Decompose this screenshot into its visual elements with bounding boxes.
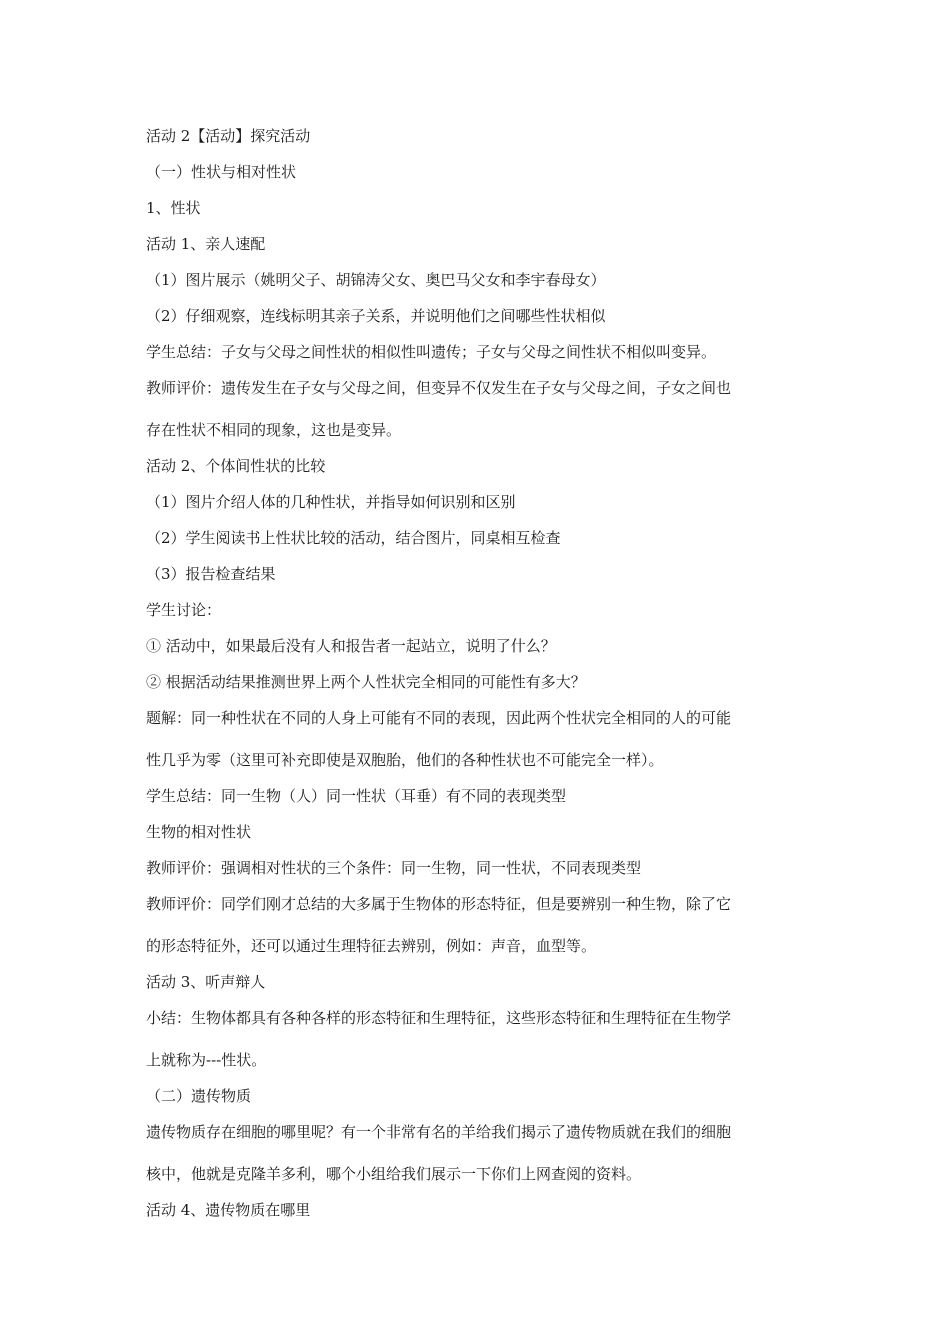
paragraph [146,564,816,584]
question-item [146,672,816,692]
activity-heading [146,1200,816,1220]
paragraph [146,1008,816,1070]
paragraph [146,528,816,548]
paragraph [146,894,816,956]
text-line: 生物的相对性状 [146,823,252,841]
activity-heading [146,456,816,476]
text-line: 活动 1、亲人速配 [146,235,266,253]
text-line: 遗传物质存在细胞的哪里呢？有一个非常有名的羊给我们揭示了遗传物质就在我们的细胞 [146,1123,732,1141]
question-item [146,636,816,656]
text-line: 学生总结：同一生物（人）同一性状（耳垂）有不同的表现类型 [146,787,567,805]
text-line: 活动 4、遗传物质在哪里 [146,1201,311,1219]
text-line: （1）图片介绍人体的几种性状，并指导如何识别和区别 [146,493,516,511]
text-line: 1、性状 [146,199,201,217]
paragraph [146,1122,816,1184]
text-line: （二）遗传物质 [146,1087,252,1105]
section-heading [146,1086,816,1106]
text-line: 学生总结：子女与父母之间性状的相似性叫遗传；子女与父母之间性状不相似叫变异。 [146,343,717,361]
activity-heading [146,234,816,254]
text-line: 小结：生物体都具有各种各样的形态特征和生理特征，这些形态特征和生理特征在生物学 [146,1009,732,1027]
text-line: （2）学生阅读书上性状比较的活动，结合图片，同桌相互检查 [146,529,561,547]
text-line: 存在性状不相同的现象，这也是变异。 [146,421,402,439]
text-line: ① 活动中，如果最后没有人和报告者一起站立，说明了什么？ [146,637,556,655]
text-line: 核中，他就是克隆羊多利，哪个小组给我们展示一下你们上网查阅的资料。 [146,1165,642,1183]
section-heading [146,162,816,182]
text-line: 教师评价：遗传发生在子女与父母之间，但变异不仅发生在子女与父母之间，子女之间也 [146,379,732,397]
subsection-heading [146,198,816,218]
activity-heading [146,972,816,992]
text-line: 教师评价：强调相对性状的三个条件：同一生物，同一性状，不同表现类型 [146,859,642,877]
text-line: （3）报告检查结果 [146,565,276,583]
text-line: 活动 2【活动】探究活动 [146,127,311,145]
text-line: 活动 2、个体间性状的比较 [146,457,326,475]
paragraph [146,600,816,620]
text-line: （2）仔细观察，连线标明其亲子关系，并说明他们之间哪些性状相似 [146,307,606,325]
text-line: 教师评价：同学们刚才总结的大多属于生物体的形态特征，但是要辨别一种生物，除了它 [146,895,732,913]
text-line: 性几乎为零（这里可补充即使是双胞胎，他们的各种性状也不可能完全一样）。 [146,751,664,769]
text-line: 活动 3、听声辩人 [146,973,266,991]
text-line: （一）性状与相对性状 [146,163,297,181]
paragraph [146,270,816,290]
text-line: ② 根据活动结果推测世界上两个人性状完全相同的可能性有多大？ [146,673,586,691]
paragraph [146,306,816,326]
text-line: 题解：同一种性状在不同的人身上可能有不同的表现，因此两个性状完全相同的人的可能 [146,709,732,727]
text-line: 的形态特征外，还可以通过生理特征去辨别，例如：声音，血型等。 [146,937,597,955]
paragraph [146,822,816,842]
document-body [146,126,816,1236]
text-line: 上就称为---性状。 [146,1051,267,1069]
paragraph [146,708,816,770]
paragraph [146,342,816,362]
paragraph [146,378,816,440]
paragraph [146,492,816,512]
text-line: （1）图片展示（姚明父子、胡锦涛父女、奥巴马父女和李宇春母女） [146,271,606,289]
activity-heading [146,126,816,146]
text-line: 学生讨论： [146,601,222,619]
paragraph [146,786,816,806]
paragraph [146,858,816,878]
